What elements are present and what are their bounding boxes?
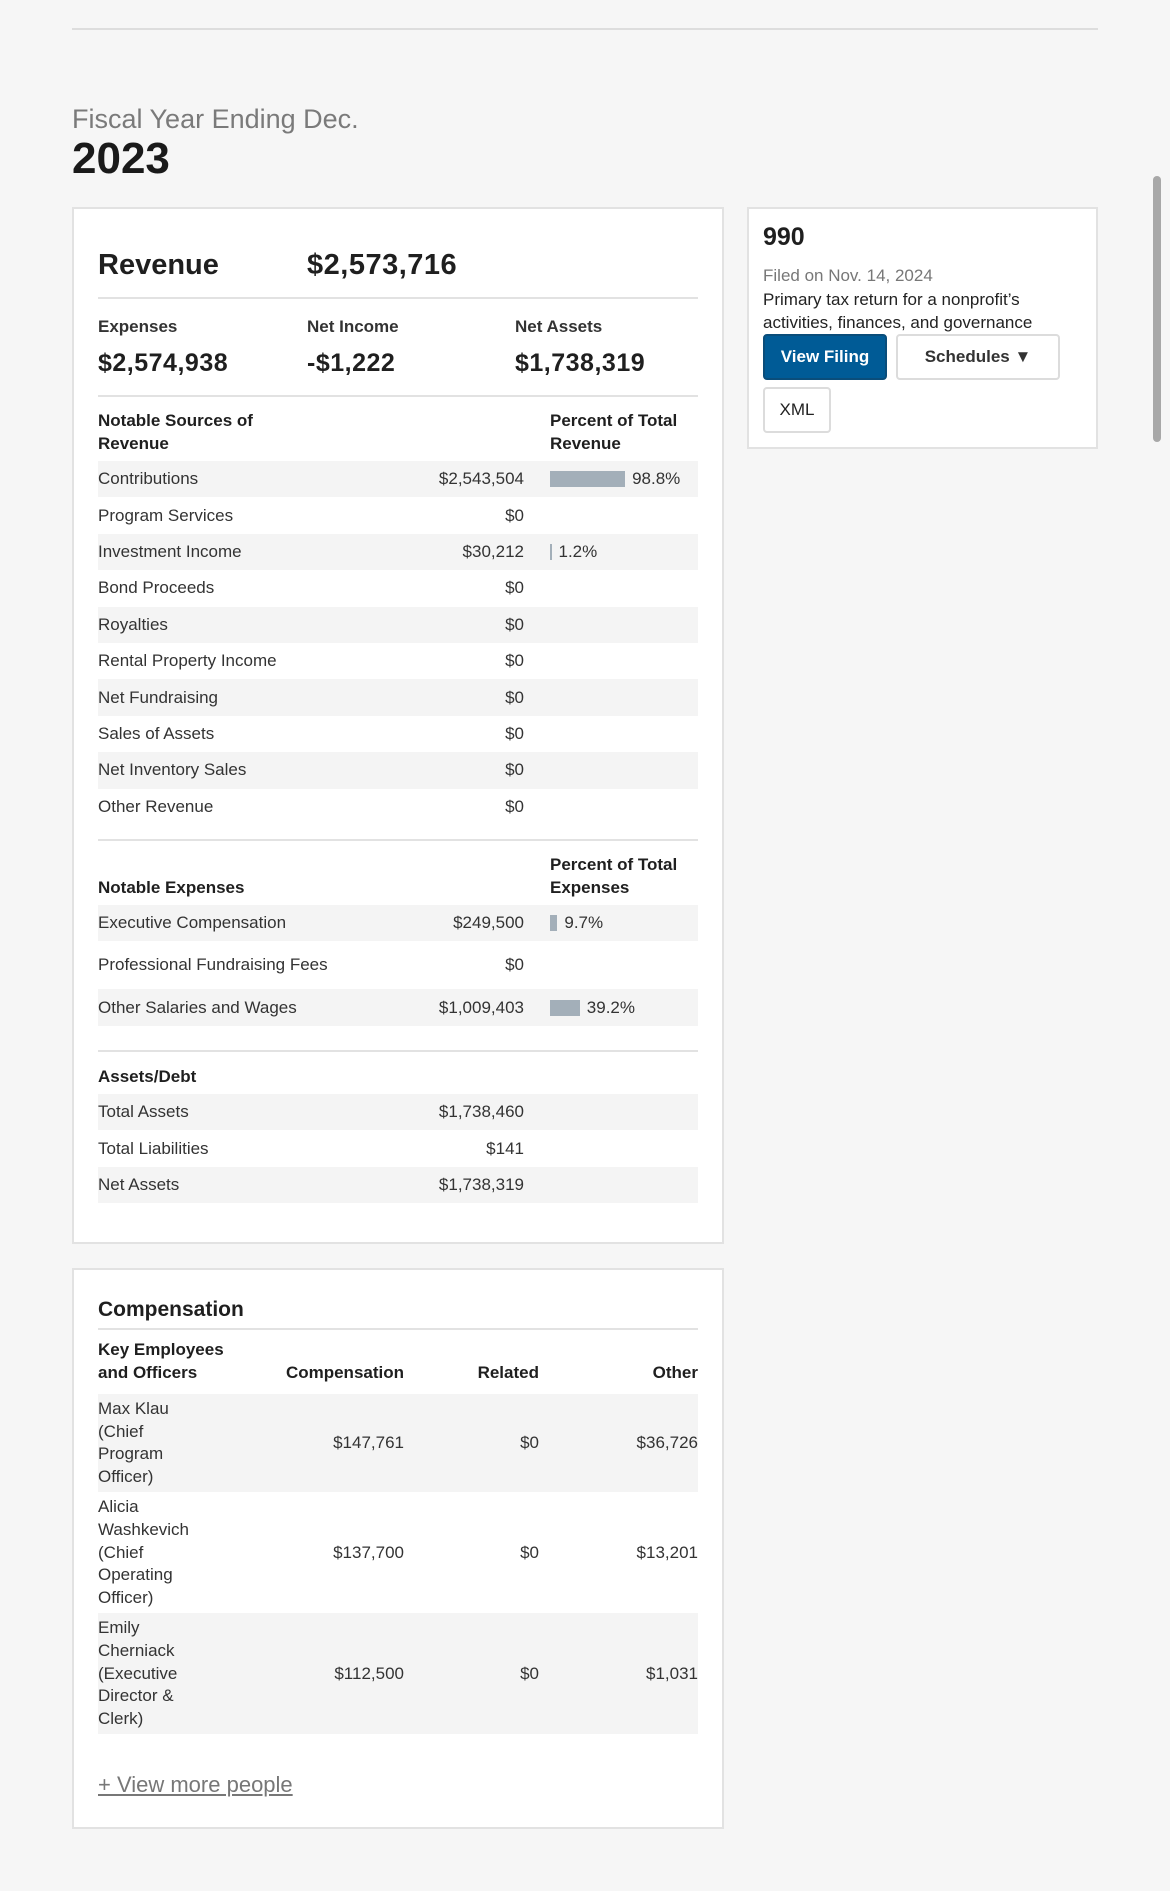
table-row bbox=[98, 941, 698, 989]
row-label: Professional Fundraising Fees bbox=[98, 955, 328, 975]
row-label: Other Salaries and Wages bbox=[98, 997, 297, 1017]
percent-cell bbox=[550, 913, 603, 933]
row-label: Executive Compensation bbox=[98, 913, 287, 933]
divider bbox=[98, 1328, 698, 1330]
table-row bbox=[98, 716, 698, 752]
table-row bbox=[98, 679, 698, 715]
view-filing-button[interactable]: View Filing bbox=[763, 334, 887, 380]
divider bbox=[98, 297, 698, 299]
filed-date: Filed on Nov. 14, 2024 bbox=[763, 266, 933, 285]
row-amount: $0 bbox=[505, 578, 524, 598]
assets-debt-header bbox=[98, 1064, 698, 1088]
table-row bbox=[98, 497, 698, 533]
percent-text: 9.7% bbox=[564, 913, 604, 933]
revenue-value: $2,573,716 bbox=[307, 249, 458, 281]
row-amount: $2,543,504 bbox=[438, 469, 524, 489]
view-more-people-link[interactable]: + View more people bbox=[98, 1772, 293, 1797]
row-label: Sales of Assets bbox=[98, 723, 215, 743]
col-people: Key Employees and Officers bbox=[98, 1340, 224, 1382]
kpi-value: $2,574,938 bbox=[98, 349, 229, 377]
assets-debt-table bbox=[98, 1094, 698, 1203]
cell-other: $1,031 bbox=[646, 1663, 698, 1683]
table-row bbox=[98, 607, 698, 643]
compensation-card bbox=[72, 1268, 724, 1829]
row-amount: $0 bbox=[505, 796, 524, 816]
kpi-expenses bbox=[98, 317, 298, 378]
section-heading: Assets/Debt bbox=[98, 1067, 197, 1086]
percent-heading: Percent of Total Expenses bbox=[550, 855, 678, 897]
row-amount: $0 bbox=[505, 505, 524, 525]
person-name: Max Klau (Chief Program Officer) bbox=[98, 1399, 169, 1486]
row-amount: $1,009,403 bbox=[438, 997, 524, 1017]
row-amount: $30,212 bbox=[462, 541, 524, 561]
kpi-label: Net Assets bbox=[515, 317, 603, 336]
row-amount: $141 bbox=[486, 1138, 524, 1158]
cell-other: $13,201 bbox=[636, 1542, 698, 1562]
revenue-sources-header bbox=[98, 409, 698, 455]
row-label: Total Liabilities bbox=[98, 1138, 209, 1158]
percent-cell bbox=[550, 469, 680, 489]
section-heading: Notable Expenses bbox=[98, 878, 245, 897]
section-heading: Notable Sources of Revenue bbox=[98, 411, 253, 453]
form-number: 990 bbox=[763, 223, 805, 251]
person-name: Emily Cherniack (Executive Director & Clerk) bbox=[98, 1618, 178, 1728]
row-label: Net Inventory Sales bbox=[98, 760, 247, 780]
percent-heading: Percent of Total Revenue bbox=[550, 411, 678, 453]
compensation-header bbox=[98, 1340, 698, 1392]
percent-bar bbox=[550, 1000, 580, 1016]
compensation-title: Compensation bbox=[98, 1298, 244, 1321]
table-row bbox=[98, 789, 698, 825]
compensation-table bbox=[98, 1394, 698, 1734]
row-label: Royalties bbox=[98, 614, 168, 634]
row-amount: $249,500 bbox=[453, 913, 524, 933]
fiscal-year-label: Fiscal Year Ending Dec. bbox=[72, 104, 359, 134]
kpi-value: -$1,222 bbox=[307, 349, 396, 377]
divider bbox=[98, 839, 698, 841]
row-label: Other Revenue bbox=[98, 796, 214, 816]
col-compensation: Compensation bbox=[285, 1363, 404, 1382]
schedules-dropdown[interactable]: Schedules ▼ bbox=[896, 334, 1060, 380]
row-label: Total Assets bbox=[98, 1102, 189, 1122]
xml-button[interactable]: XML bbox=[763, 387, 831, 433]
col-related: Related bbox=[477, 1363, 539, 1382]
row-amount: $0 bbox=[505, 955, 524, 975]
row-amount: $1,738,460 bbox=[438, 1102, 524, 1122]
table-row bbox=[98, 1492, 698, 1613]
cell-comp: $137,700 bbox=[333, 1542, 404, 1562]
table-row bbox=[98, 1394, 698, 1492]
row-amount: $0 bbox=[505, 723, 524, 743]
person-name: Alicia Washkevich (Chief Operating Officer) bbox=[98, 1497, 190, 1607]
divider bbox=[98, 1050, 698, 1052]
cell-related: $0 bbox=[520, 1663, 539, 1683]
revenue-label: Revenue bbox=[98, 249, 219, 281]
fiscal-year: 2023 bbox=[72, 134, 170, 183]
table-row bbox=[98, 534, 698, 570]
top-divider bbox=[72, 28, 1098, 30]
row-label: Investment Income bbox=[98, 541, 242, 561]
divider bbox=[98, 395, 698, 397]
row-label: Net Fundraising bbox=[98, 687, 219, 707]
table-row bbox=[98, 461, 698, 497]
row-label: Rental Property Income bbox=[98, 651, 277, 671]
cell-related: $0 bbox=[520, 1433, 539, 1453]
cell-comp: $147,761 bbox=[333, 1433, 404, 1453]
cell-other: $36,726 bbox=[636, 1433, 698, 1453]
table-row bbox=[98, 1167, 698, 1203]
row-label: Net Assets bbox=[98, 1174, 180, 1194]
row-amount: $0 bbox=[505, 687, 524, 707]
row-amount: $0 bbox=[505, 651, 524, 671]
table-row bbox=[98, 1094, 698, 1130]
percent-text: 98.8% bbox=[632, 469, 681, 489]
percent-cell bbox=[550, 542, 597, 562]
table-row bbox=[98, 752, 698, 788]
col-other: Other bbox=[652, 1363, 698, 1382]
cell-related: $0 bbox=[520, 1542, 539, 1562]
kpi-net-assets bbox=[515, 317, 715, 378]
row-label: Program Services bbox=[98, 505, 234, 525]
row-label: Contributions bbox=[98, 469, 199, 489]
percent-cell bbox=[550, 998, 635, 1018]
row-amount: $0 bbox=[505, 614, 524, 634]
revenue-summary bbox=[98, 241, 698, 303]
table-row bbox=[98, 1613, 698, 1734]
expenses-header bbox=[98, 853, 698, 899]
percent-text: 39.2% bbox=[586, 997, 635, 1017]
scrollbar-thumb[interactable] bbox=[1153, 176, 1161, 442]
percent-bar bbox=[550, 915, 557, 931]
kpi-label: Expenses bbox=[98, 317, 178, 336]
financial-summary-card bbox=[72, 207, 724, 1244]
row-amount: $0 bbox=[505, 760, 524, 780]
table-row bbox=[98, 1130, 698, 1166]
revenue-sources-table bbox=[98, 461, 698, 825]
cell-comp: $112,500 bbox=[334, 1663, 404, 1683]
table-row bbox=[98, 570, 698, 606]
row-label: Bond Proceeds bbox=[98, 578, 215, 598]
kpi-label: Net Income bbox=[307, 317, 399, 336]
kpi-value: $1,738,319 bbox=[515, 349, 646, 377]
row-amount: $1,738,319 bbox=[438, 1174, 524, 1194]
table-row bbox=[98, 989, 698, 1025]
table-row bbox=[98, 905, 698, 941]
expenses-table bbox=[98, 905, 698, 1026]
table-row bbox=[98, 643, 698, 679]
kpi-net-income bbox=[307, 317, 507, 378]
percent-bar bbox=[550, 544, 552, 560]
filing-card bbox=[747, 207, 1098, 449]
filing-description: Primary tax return for a nonprofit’s activities, finances, and governance bbox=[763, 290, 1033, 332]
percent-bar bbox=[550, 471, 625, 487]
percent-text: 1.2% bbox=[558, 541, 598, 561]
